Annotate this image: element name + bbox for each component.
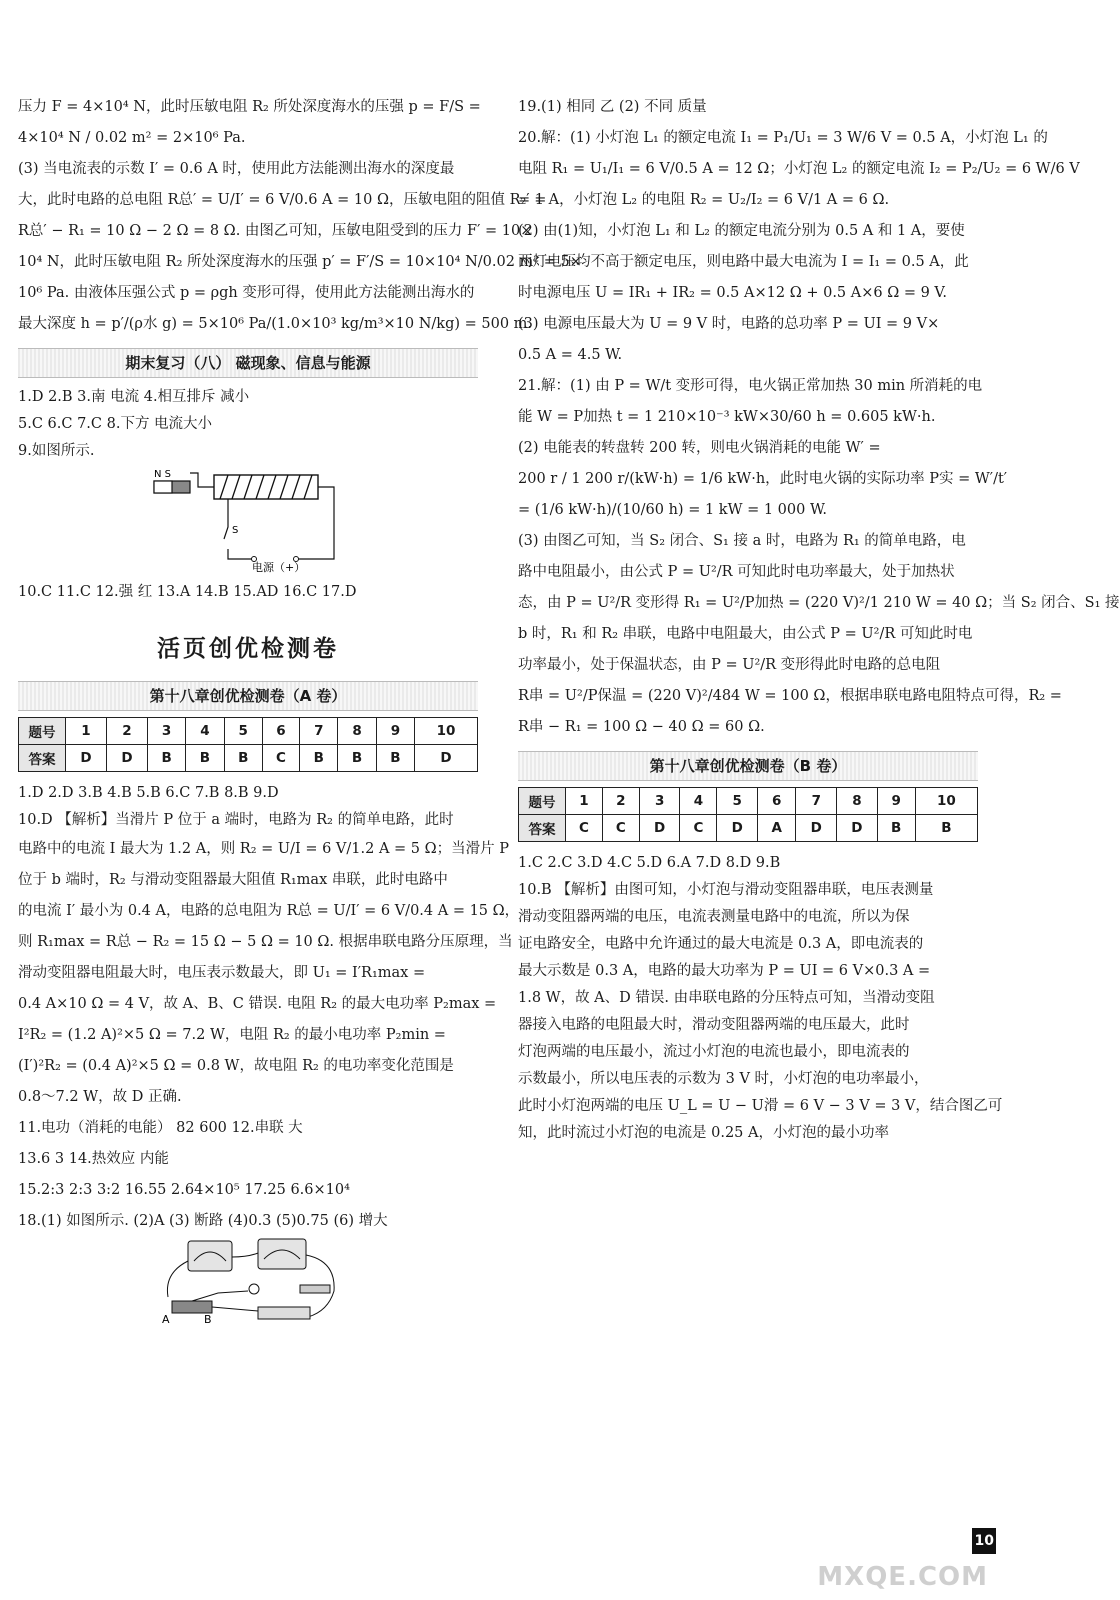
table-cell: C bbox=[680, 815, 717, 842]
table-cell: B bbox=[915, 815, 977, 842]
section-title: 活页创优检测卷 bbox=[157, 636, 339, 662]
table-cell: B bbox=[877, 815, 915, 842]
table-cell: D bbox=[717, 815, 758, 842]
right-column bbox=[518, 92, 1120, 1147]
answer-line: 1.D 2.D 3.B 4.B 5.B 6.C 7.B 8.B 9.D bbox=[18, 785, 279, 801]
text-line: = 1 A，小灯泡 L₂ 的电阻 R₂ = U₂/I₂ = 6 V/1 A = 6 Ω. bbox=[518, 192, 890, 208]
table-cell: B bbox=[224, 745, 262, 772]
text-line: I²R₂ = (1.2 A)²×5 Ω = 7.2 W，电阻 R₂ 的最小电功率 P₂min = bbox=[18, 1027, 446, 1043]
text-line: (3) 电源电压最大为 U = 9 V 时，电路的总功率 P = UI = 9 V× bbox=[518, 316, 940, 332]
text-line: 路中电阻最小，由公式 P = U²/R 可知此时电功率最大，处于加热状 bbox=[518, 564, 955, 580]
page-number: 10 bbox=[972, 1528, 996, 1554]
text-line: 的电流 I′ 最小为 0.4 A，电路的总电阻为 R总 = U/I′ = 6 V/0.4 A = 15 Ω， bbox=[18, 903, 520, 919]
table-cell: A bbox=[758, 815, 796, 842]
table-header: 题号 bbox=[519, 788, 566, 815]
text-line: 此时小灯泡两端的电压 U_L = U − U滑 = 6 V − 3 V = 3 V，结合图乙可 bbox=[518, 1098, 1003, 1114]
text-line: 4×10⁴ N / 0.02 m² = 2×10⁶ Pa. bbox=[18, 130, 246, 146]
text-line: R串 = U²/P保温 = (220 V)²/484 W = 100 Ω，根据串联电路电阻特点可得，R₂ = bbox=[518, 688, 1062, 704]
table-cell: D bbox=[415, 745, 478, 772]
magnet-label: N S bbox=[154, 469, 172, 480]
text-line: 示数最小，所以电压表的示数为 3 V 时，小灯泡的电功率最小， bbox=[518, 1071, 929, 1087]
answer-line: 5.C 6.C 7.C 8.下方 电流大小 bbox=[18, 416, 213, 432]
terminal-b-label: B bbox=[204, 1313, 212, 1326]
text-line: (2) 电能表的转盘转 200 转，则电火锅消耗的电能 W′ = bbox=[518, 440, 881, 456]
table-cell: 6 bbox=[758, 788, 796, 815]
text-line: R串 − R₁ = 100 Ω − 40 Ω = 60 Ω. bbox=[518, 719, 765, 735]
text-line: 功率最小，处于保温状态，由 P = U²/R 变形得此时电路的总电阻 bbox=[518, 657, 941, 673]
table-cell: 2 bbox=[602, 788, 639, 815]
text-line: 200 r / 1 200 r/(kW·h) = 1/6 kW·h，此时电火锅的实际功率 P实 = W′/t′ bbox=[518, 471, 1008, 487]
table-cell: B bbox=[300, 745, 338, 772]
table-cell: 8 bbox=[338, 718, 376, 745]
table-cell: D bbox=[639, 815, 680, 842]
answer-line: 10.C 11.C 12.强 红 13.A 14.B 15.AD 16.C 17.D bbox=[18, 584, 357, 600]
answer-line: 11.电功（消耗的电能） 82 600 12.串联 大 bbox=[18, 1120, 303, 1136]
table-cell: 4 bbox=[680, 788, 717, 815]
table-cell: 6 bbox=[262, 718, 299, 745]
solenoid-circuit-diagram bbox=[148, 467, 348, 574]
text-line: 两灯电压均不高于额定电压，则电路中最大电流为 I = I₁ = 0.5 A，此 bbox=[518, 254, 969, 270]
answer-line: 1.D 2.B 3.南 电流 4.相互排斥 减小 bbox=[18, 389, 250, 405]
section-banner: 第十八章创优检测卷（A 卷） bbox=[18, 681, 478, 711]
table-cell: C bbox=[566, 815, 603, 842]
table-cell: D bbox=[837, 815, 878, 842]
text-line: 10⁴ N，此时压敏电阻 R₂ 所处深度海水的压强 p′ = F′/S = 10×10⁴ N/0.02 m² = 5× bbox=[18, 254, 582, 270]
text-line: 知，此时流过小灯泡的电流是 0.25 A，小灯泡的最小功率 bbox=[518, 1125, 889, 1141]
table-cell: 1 bbox=[566, 788, 603, 815]
table-cell: C bbox=[602, 815, 639, 842]
answer-line: 15.2:3 2:3 3:2 16.55 2.64×10⁵ 17.25 6.6×10⁴ bbox=[18, 1182, 350, 1198]
text-line: 电路中的电流 I 最大为 1.2 A，则 R₂ = U/I = 6 V/1.2 A = 5 Ω；当滑片 P bbox=[18, 841, 510, 857]
table-cell: B bbox=[147, 745, 185, 772]
table-cell: 4 bbox=[186, 718, 224, 745]
table-cell: 3 bbox=[147, 718, 185, 745]
answer-table-a bbox=[18, 717, 478, 772]
text-line: (3) 当电流表的示数 I′ = 0.6 A 时，使用此方法能测出海水的深度最 bbox=[18, 161, 455, 177]
text-line: 1.8 W，故 A、D 错误. 由串联电路的分压特点可知，当滑动变阻 bbox=[518, 990, 935, 1006]
table-cell: B bbox=[338, 745, 376, 772]
table-cell: 10 bbox=[915, 788, 977, 815]
watermark: MXQE.COM bbox=[817, 1562, 988, 1592]
text-line: 最大深度 h = p′/(ρ水 g) = 5×10⁶ Pa/(1.0×10³ kg/m³×10 N/kg) = 500 m. bbox=[18, 316, 533, 332]
table-cell: 9 bbox=[376, 718, 414, 745]
text-line: (3) 由图乙可知，当 S₂ 闭合、S₁ 接 a 时，电路为 R₁ 的简单电路，电 bbox=[518, 533, 966, 549]
table-header: 题号 bbox=[19, 718, 66, 745]
table-cell: C bbox=[262, 745, 299, 772]
text-line: 大，此时电路的总电阻 R总′ = U/I′ = 6 V/0.6 A = 10 Ω，压敏电阻的阻值 R₂′ = bbox=[18, 192, 547, 208]
text-line: 滑动变阻器两端的电压，电流表测量电路中的电流，所以为保 bbox=[518, 909, 910, 925]
table-cell: D bbox=[66, 745, 107, 772]
table-cell: 7 bbox=[300, 718, 338, 745]
text-line: 证电路安全，电路中允许通过的最大电流是 0.3 A，即电流表的 bbox=[518, 936, 924, 952]
text-line: 10⁶ Pa. 由液体压强公式 p = ρgh 变形可得，使用此方法能测出海水的 bbox=[18, 285, 475, 301]
table-cell: 3 bbox=[639, 788, 680, 815]
text-line: 位于 b 端时，R₂ 与滑动变阻器最大阻值 R₁max 串联，此时电路中 bbox=[18, 872, 448, 888]
text-line: 10.B 【解析】由图可知，小灯泡与滑动变阻器串联，电压表测量 bbox=[518, 882, 934, 898]
text-line: 最大示数是 0.3 A，电路的最大功率为 P = UI = 6 V×0.3 A = bbox=[518, 963, 931, 979]
answer-line: 9.如图所示. bbox=[18, 443, 95, 459]
text-line: 器接入电路的电阻最大时，滑动变阻器两端的电压最大，此时 bbox=[518, 1017, 910, 1033]
text-line: 能 W = P加热 t = 1 210×10⁻³ kW×30/60 h = 0.605 kW·h. bbox=[518, 409, 936, 425]
text-line: b 时，R₁ 和 R₂ 串联，电路中电阻最大，由公式 P = U²/R 可知此时电 bbox=[518, 626, 973, 642]
table-cell: 5 bbox=[717, 788, 758, 815]
text-line: 灯泡两端的电压最小，流过小灯泡的电流也最小，即电流表的 bbox=[518, 1044, 910, 1060]
section-banner: 第十八章创优检测卷（B 卷） bbox=[518, 751, 978, 781]
text-line: 0.4 A×10 Ω = 4 V，故 A、B、C 错误. 电阻 R₂ 的最大电功率 P₂max = bbox=[18, 996, 497, 1012]
table-cell: 8 bbox=[837, 788, 878, 815]
text-line: 10.D 【解析】当滑片 P 位于 a 端时，电路为 R₂ 的简单电路，此时 bbox=[18, 812, 454, 828]
terminal-a-label: A bbox=[162, 1313, 170, 1326]
table-cell: 7 bbox=[796, 788, 837, 815]
table-cell: D bbox=[796, 815, 837, 842]
text-line: 电阻 R₁ = U₁/I₁ = 6 V/0.5 A = 12 Ω；小灯泡 L₂ 的额定电流 I₂ = P₂/U₂ = 6 W/6 V bbox=[518, 161, 1080, 177]
text-line: 态，由 P = U²/R 变形得 R₁ = U²/P加热 = (220 V)²/1 210 W = 40 Ω；当 S₂ 闭合、S₁ 接 bbox=[518, 595, 1120, 611]
answer-line: 19.(1) 相同 乙 (2) 不同 质量 bbox=[518, 99, 707, 115]
table-cell: B bbox=[376, 745, 414, 772]
text-line: (2) 由(1)知，小灯泡 L₁ 和 L₂ 的额定电流分别为 0.5 A 和 1 A，要使 bbox=[518, 223, 965, 239]
table-header: 答案 bbox=[19, 745, 66, 772]
section-banner: 期末复习（八） 磁现象、信息与能源 bbox=[18, 348, 478, 378]
text-line: 0.5 A = 4.5 W. bbox=[518, 347, 623, 363]
answer-line: 13.6 3 14.热效应 内能 bbox=[18, 1151, 169, 1167]
table-cell: B bbox=[186, 745, 224, 772]
answer-line: 1.C 2.C 3.D 4.C 5.D 6.A 7.D 8.D 9.B bbox=[518, 855, 781, 871]
answer-line: 18.(1) 如图所示. (2)A (3) 断路 (4)0.3 (5)0.75 (6) 增大 bbox=[18, 1213, 388, 1229]
table-cell: 2 bbox=[106, 718, 147, 745]
text-line: 滑动变阻器电阻最大时，电压表示数最大，即 U₁ = I′R₁max = bbox=[18, 965, 426, 981]
table-cell: 10 bbox=[415, 718, 478, 745]
table-cell: 5 bbox=[224, 718, 262, 745]
table-cell: 1 bbox=[66, 718, 107, 745]
text-line: 时电源电压 U = IR₁ + IR₂ = 0.5 A×12 Ω + 0.5 A×6 Ω = 9 V. bbox=[518, 285, 947, 301]
text-line: 压力 F = 4×10⁴ N，此时压敏电阻 R₂ 所处深度海水的压强 p = F/S = bbox=[18, 99, 481, 115]
text-line: R总′ − R₁ = 10 Ω − 2 Ω = 8 Ω. 由图乙可知，压敏电阻受到的压力 F′ = 10× bbox=[18, 223, 533, 239]
text-line: 则 R₁max = R总 − R₂ = 15 Ω − 5 Ω = 10 Ω. 根据串联电路分压原理，当 bbox=[18, 934, 513, 950]
table-cell: D bbox=[106, 745, 147, 772]
table-cell: 9 bbox=[877, 788, 915, 815]
answer-table-b bbox=[518, 787, 978, 842]
text-line: 21.解：(1) 由 P = W/t 变形可得，电火锅正常加热 30 min 所消耗的电 bbox=[518, 378, 983, 394]
table-header: 答案 bbox=[519, 815, 566, 842]
text-line: = (1/6 kW·h)/(10/60 h) = 1 kW = 1 000 W. bbox=[518, 502, 827, 518]
text-line: (I′)²R₂ = (0.4 A)²×5 Ω = 0.8 W，故电阻 R₂ 的电功率变化范围是 bbox=[18, 1058, 454, 1074]
experiment-circuit-figure bbox=[158, 1237, 358, 1329]
text-line: 20.解：(1) 小灯泡 L₁ 的额定电流 I₁ = P₁/U₁ = 3 W/6 V = 0.5 A，小灯泡 L₁ 的 bbox=[518, 130, 1048, 146]
text-line: 0.8～7.2 W，故 D 正确. bbox=[18, 1089, 182, 1105]
switch-label: S bbox=[232, 525, 239, 536]
power-label: 电源（+） bbox=[252, 561, 306, 574]
